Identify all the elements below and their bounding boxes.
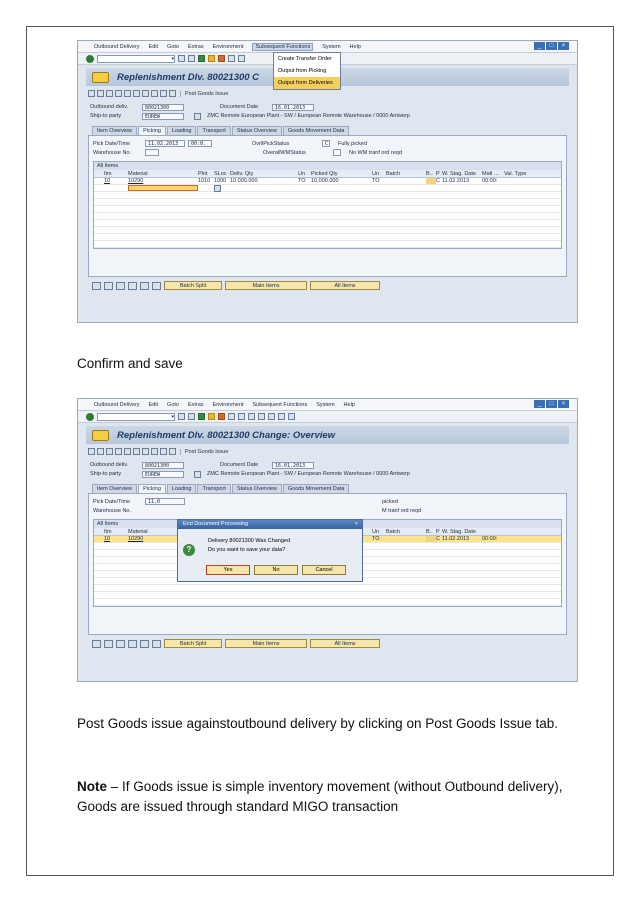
picking-panel: [88, 135, 567, 277]
picked-text: picked: [382, 498, 398, 505]
row-time: 00:00:: [482, 536, 498, 542]
f4-help-icon[interactable]: [214, 185, 221, 192]
maximize-button[interactable]: □: [546, 400, 557, 408]
tool-icon[interactable]: [151, 90, 158, 97]
tab-transport[interactable]: Transport: [197, 126, 230, 135]
tab-picking[interactable]: Picking: [138, 126, 166, 135]
col-batch[interactable]: Batch: [386, 171, 401, 177]
command-field[interactable]: ▾: [97, 55, 175, 63]
caption-confirm-save: Confirm and save: [77, 356, 183, 371]
col-sloc[interactable]: SLoc: [214, 171, 227, 177]
row-itm[interactable]: 10: [104, 178, 111, 184]
window-controls: [534, 42, 569, 50]
tool-icon[interactable]: [142, 448, 149, 455]
insert-icon[interactable]: [128, 640, 137, 648]
tool-icon[interactable]: [160, 448, 167, 455]
dialog-title-bar: [178, 520, 362, 529]
col-stag-date[interactable]: W. Stag. Date: [442, 529, 476, 535]
tab-goods-movement-data[interactable]: Goods Movement Data: [283, 484, 350, 493]
no-button[interactable]: No: [254, 565, 298, 575]
tab-item-overview[interactable]: Item Overview: [92, 484, 137, 493]
pick-date-field[interactable]: 11.02.2013: [145, 140, 185, 147]
row-material[interactable]: 10290: [128, 178, 144, 184]
wm-text: M tranf ord reqd: [382, 507, 422, 514]
menu-help[interactable]: Help: [349, 43, 361, 50]
menu-help[interactable]: Help: [343, 401, 355, 408]
header-fields: [78, 99, 577, 121]
col-b[interactable]: B..: [426, 171, 433, 177]
outbound-label: Outbound deliv.: [90, 104, 129, 110]
tool-icon[interactable]: [106, 448, 113, 455]
menu-edit[interactable]: Edit: [148, 43, 159, 50]
close-button[interactable]: ×: [558, 400, 569, 408]
subsequent-functions-menu: [273, 52, 341, 90]
ovrl-wm-field: [333, 149, 341, 156]
col-itm[interactable]: Itm: [104, 529, 112, 535]
col-un2[interactable]: Un: [372, 529, 380, 535]
row-material[interactable]: 10290: [128, 536, 144, 542]
ship-label: Ship-to party: [90, 113, 122, 119]
table-row[interactable]: [94, 206, 561, 213]
insert-icon[interactable]: [128, 282, 137, 290]
warehouse-field[interactable]: [145, 149, 159, 156]
ship-field[interactable]: EUREW: [142, 471, 184, 478]
all-items-caption: All Items: [94, 162, 561, 170]
ship-description: ZMC Remote European Plant - SW / European Remote Warehouse / 0000 Antwerp: [207, 471, 410, 477]
doc-date-label: Document Date: [220, 462, 259, 468]
tool-icon[interactable]: [88, 448, 95, 455]
table-row[interactable]: [94, 185, 561, 192]
dialog-title: End Document Processing: [183, 521, 249, 527]
menu-bar: [78, 399, 577, 411]
table-row[interactable]: [94, 213, 561, 220]
col-stag-date[interactable]: W. Stag. Date: [442, 171, 476, 177]
menu-edit[interactable]: Edit: [148, 401, 159, 408]
all-items-caption: All Items: [94, 520, 561, 528]
tool-icon[interactable]: [133, 90, 140, 97]
main-items-button[interactable]: Main Items: [225, 639, 307, 648]
dialog-buttons: [206, 565, 346, 575]
tool-icon[interactable]: [115, 448, 122, 455]
doc-date-field[interactable]: 16.01.2013: [272, 462, 314, 469]
table-row[interactable]: [94, 199, 561, 206]
pick-date-field[interactable]: 11.0: [145, 498, 185, 505]
save-icon[interactable]: [188, 413, 195, 420]
row-date: 11.02.2013: [442, 178, 470, 184]
ovrl-pick-text: Fully picked: [338, 140, 368, 147]
menu-goto[interactable]: Goto: [167, 43, 179, 50]
save-icon[interactable]: [188, 55, 195, 62]
menu-goto[interactable]: Goto: [167, 401, 179, 408]
address-icon[interactable]: [194, 471, 201, 478]
post-goods-issue-button[interactable]: Post Goods Issue: [180, 91, 228, 97]
question-icon: ?: [183, 544, 195, 556]
row-picked[interactable]: 10,000.000: [311, 178, 339, 184]
doc-date-label: Document Date: [220, 104, 259, 110]
delete-icon[interactable]: [140, 640, 149, 648]
menu-item-create-transfer-order[interactable]: Create Transfer Order: [278, 56, 332, 62]
col-b[interactable]: B..: [426, 529, 433, 535]
col-material[interactable]: Material: [128, 529, 148, 535]
find-icon[interactable]: [152, 640, 161, 648]
tool-icon[interactable]: [124, 90, 131, 97]
dialog-close-icon[interactable]: ×: [354, 521, 358, 527]
ovrl-pick-label: OvrllPickStatus: [252, 140, 290, 147]
row-sloc: 1000: [214, 178, 227, 184]
row-p: C: [436, 536, 440, 542]
table-row[interactable]: [94, 592, 561, 599]
header-fields: [78, 457, 577, 479]
table-row[interactable]: [94, 227, 561, 234]
ovrl-wm-label: OverallWMStatus: [263, 149, 306, 156]
select-all-icon[interactable]: [92, 640, 101, 648]
ship-description: ZMC Remote European Plant - SW / European Remote Warehouse / 0000 Antwerp: [207, 113, 410, 119]
exit-icon[interactable]: [208, 55, 215, 62]
row-p: C: [436, 178, 440, 184]
back-green-icon[interactable]: [198, 413, 205, 420]
command-field[interactable]: ▾: [97, 413, 175, 421]
tool-icon[interactable]: [88, 90, 95, 97]
find-icon[interactable]: [152, 282, 161, 290]
tool-icon[interactable]: [169, 90, 176, 97]
maximize-button[interactable]: □: [546, 42, 557, 50]
tool-icon[interactable]: [142, 90, 149, 97]
table-row[interactable]: [94, 585, 561, 592]
print-icon[interactable]: [228, 413, 235, 420]
post-goods-issue-button[interactable]: Post Goods Issue: [180, 449, 228, 455]
tab-strip: [92, 484, 577, 493]
pick-label: Pick Date/Time: [93, 140, 131, 147]
row-qty: 10,000.000: [230, 178, 258, 184]
back-green-icon[interactable]: [198, 55, 205, 62]
col-p[interactable]: P: [436, 171, 440, 177]
tab-item-overview[interactable]: Item Overview: [92, 126, 137, 135]
table-row[interactable]: [94, 241, 561, 248]
application-toolbar: [78, 446, 577, 457]
screen-title: Replenishment Dlv. 80021300 C: [117, 71, 260, 83]
main-items-button[interactable]: Main Items: [225, 281, 307, 290]
sap-logo-icon: [92, 72, 109, 83]
warehouse-label: Warehouse No.: [93, 149, 132, 156]
paragraph-note: [77, 777, 597, 817]
items-table: [93, 161, 562, 249]
dialog-message: [208, 537, 290, 555]
row-itm[interactable]: 10: [104, 536, 111, 542]
table-row[interactable]: [94, 220, 561, 227]
all-items-button[interactable]: All Items: [310, 639, 380, 648]
window-controls: [534, 400, 569, 408]
menu-outbound-delivery[interactable]: Outbound Delivery: [94, 401, 140, 408]
minimize-button[interactable]: _: [534, 42, 545, 50]
row-un: TO: [298, 178, 306, 184]
print-icon[interactable]: [228, 55, 235, 62]
minimize-button[interactable]: _: [534, 400, 545, 408]
menu-item-output-deliveries[interactable]: Output from Deliveries: [274, 77, 340, 89]
tab-status-overview[interactable]: Status Overview: [232, 484, 282, 493]
ovrl-pick-field: C: [322, 140, 330, 147]
delete-icon[interactable]: [140, 282, 149, 290]
tool-icon[interactable]: [151, 448, 158, 455]
dialog-line-1: Delivery 80021300 Was Changed: [208, 538, 291, 544]
pick-time-field[interactable]: 00:0.: [188, 140, 212, 147]
note-text: – If Goods issue is simple inventory movement (without Outbound delivery), Goods are issued through standard MIGO transaction: [77, 779, 563, 814]
menu-system[interactable]: System: [316, 401, 335, 408]
menu-subsequent-functions[interactable]: Subsequent Functions: [252, 401, 308, 408]
tool-icon[interactable]: [97, 90, 104, 97]
paragraph-post-goods-issue: Post Goods issue againstoutbound delivery by clicking on Post Goods Issue tab.: [77, 716, 559, 731]
tab-loading[interactable]: Loading: [167, 484, 197, 493]
bottom-toolbar: [78, 635, 577, 648]
address-icon[interactable]: [194, 113, 201, 120]
warehouse-label: Warehouse No.: [93, 507, 132, 514]
col-matl[interactable]: Matl ...: [482, 171, 499, 177]
menu-outbound-delivery[interactable]: Outbound Delivery: [94, 43, 140, 50]
outbound-label: Outbound deliv.: [90, 462, 129, 468]
close-button[interactable]: ×: [558, 42, 569, 50]
batch-split-button[interactable]: Batch Split: [164, 639, 222, 648]
table-row[interactable]: [94, 178, 561, 185]
details-icon[interactable]: [116, 640, 125, 648]
col-val-type[interactable]: Val. Type: [504, 171, 527, 177]
back-icon[interactable]: [178, 413, 185, 420]
batch-split-button[interactable]: Batch Split: [164, 281, 222, 290]
select-all-icon[interactable]: [92, 282, 101, 290]
find-icon[interactable]: [238, 413, 245, 420]
page-icon[interactable]: [278, 413, 285, 420]
page-icon[interactable]: [268, 413, 275, 420]
table-row[interactable]: [94, 192, 561, 199]
table-row[interactable]: [94, 599, 561, 606]
standard-toolbar: [78, 411, 577, 423]
menu-item-output-picking[interactable]: Output from Picking: [278, 68, 327, 74]
screen-title: Replenishment Dlv. 80021300 Change: Overview: [117, 429, 336, 441]
tab-strip: [92, 126, 577, 135]
menu-environment[interactable]: Environment: [212, 401, 244, 408]
table-row[interactable]: [94, 234, 561, 241]
row-un: TO: [372, 536, 380, 542]
col-deliv-qty[interactable]: Deliv. Qty: [230, 171, 254, 177]
back-icon[interactable]: [178, 55, 185, 62]
col-un[interactable]: Un: [298, 171, 306, 177]
row-un2: TO: [372, 178, 380, 184]
menu-system[interactable]: System: [322, 43, 341, 50]
cancel-icon[interactable]: [218, 55, 225, 62]
outbound-field[interactable]: 80021300: [142, 104, 184, 111]
tool-icon[interactable]: [97, 448, 104, 455]
title-bar: [86, 426, 569, 444]
tab-status-overview[interactable]: Status Overview: [232, 126, 282, 135]
menu-extras[interactable]: Extras: [187, 43, 204, 50]
dialog-line-2: Do you want to save your data?: [208, 547, 286, 553]
yes-button[interactable]: Yes: [206, 565, 250, 575]
col-batch[interactable]: Batch: [386, 529, 401, 535]
menu-subsequent-functions[interactable]: Subsequent Functions: [252, 43, 313, 51]
row-date: 11.02.2013: [442, 536, 470, 542]
cancel-icon[interactable]: [218, 413, 225, 420]
tab-picking[interactable]: Picking: [138, 484, 166, 493]
deselect-icon[interactable]: [104, 640, 113, 648]
col-un2[interactable]: Un: [372, 171, 380, 177]
doc-date-field[interactable]: 16.01.2013: [272, 104, 314, 111]
col-material[interactable]: Material: [128, 171, 148, 177]
col-itm[interactable]: Itm: [104, 171, 112, 177]
page-icon[interactable]: [258, 413, 265, 420]
ship-field[interactable]: EUREW: [142, 113, 184, 120]
tool-icon[interactable]: [133, 448, 140, 455]
outbound-field[interactable]: 80021300: [142, 462, 184, 469]
tool-icon[interactable]: [106, 90, 113, 97]
find-icon[interactable]: [238, 55, 245, 62]
page-icon[interactable]: [248, 413, 255, 420]
tool-icon[interactable]: [160, 90, 167, 97]
row-plnt: 1010: [198, 178, 211, 184]
tab-transport[interactable]: Transport: [197, 484, 230, 493]
tool-icon[interactable]: [124, 448, 131, 455]
ovrl-wm-text: No WM tranf ord reqd: [349, 149, 402, 156]
pick-label: Pick Date/Time: [93, 498, 131, 505]
save-confirm-dialog: [177, 519, 363, 582]
tool-icon[interactable]: [169, 448, 176, 455]
table-header: [94, 170, 561, 178]
tab-loading[interactable]: Loading: [167, 126, 197, 135]
col-plnt[interactable]: Plnt: [198, 171, 208, 177]
enter-icon[interactable]: [86, 55, 94, 63]
note-label: Note: [77, 779, 107, 794]
menu-extras[interactable]: Extras: [187, 401, 204, 408]
tool-icon[interactable]: [115, 90, 122, 97]
row-time: 00:00:: [482, 178, 498, 184]
details-icon[interactable]: [116, 282, 125, 290]
help-icon[interactable]: [288, 413, 295, 420]
enter-icon[interactable]: [86, 413, 94, 421]
exit-icon[interactable]: [208, 413, 215, 420]
menu-environment[interactable]: Environment: [212, 43, 244, 50]
sap-logo-icon: [92, 430, 109, 441]
all-items-button[interactable]: All Items: [310, 281, 380, 290]
tab-goods-movement-data[interactable]: Goods Movement Data: [283, 126, 350, 135]
cancel-button[interactable]: Cancel: [302, 565, 346, 575]
col-p[interactable]: P: [436, 529, 440, 535]
col-picked-qty[interactable]: Picked Qty: [311, 171, 338, 177]
bottom-toolbar: [78, 277, 577, 290]
ship-label: Ship-to party: [90, 471, 122, 477]
deselect-icon[interactable]: [104, 282, 113, 290]
